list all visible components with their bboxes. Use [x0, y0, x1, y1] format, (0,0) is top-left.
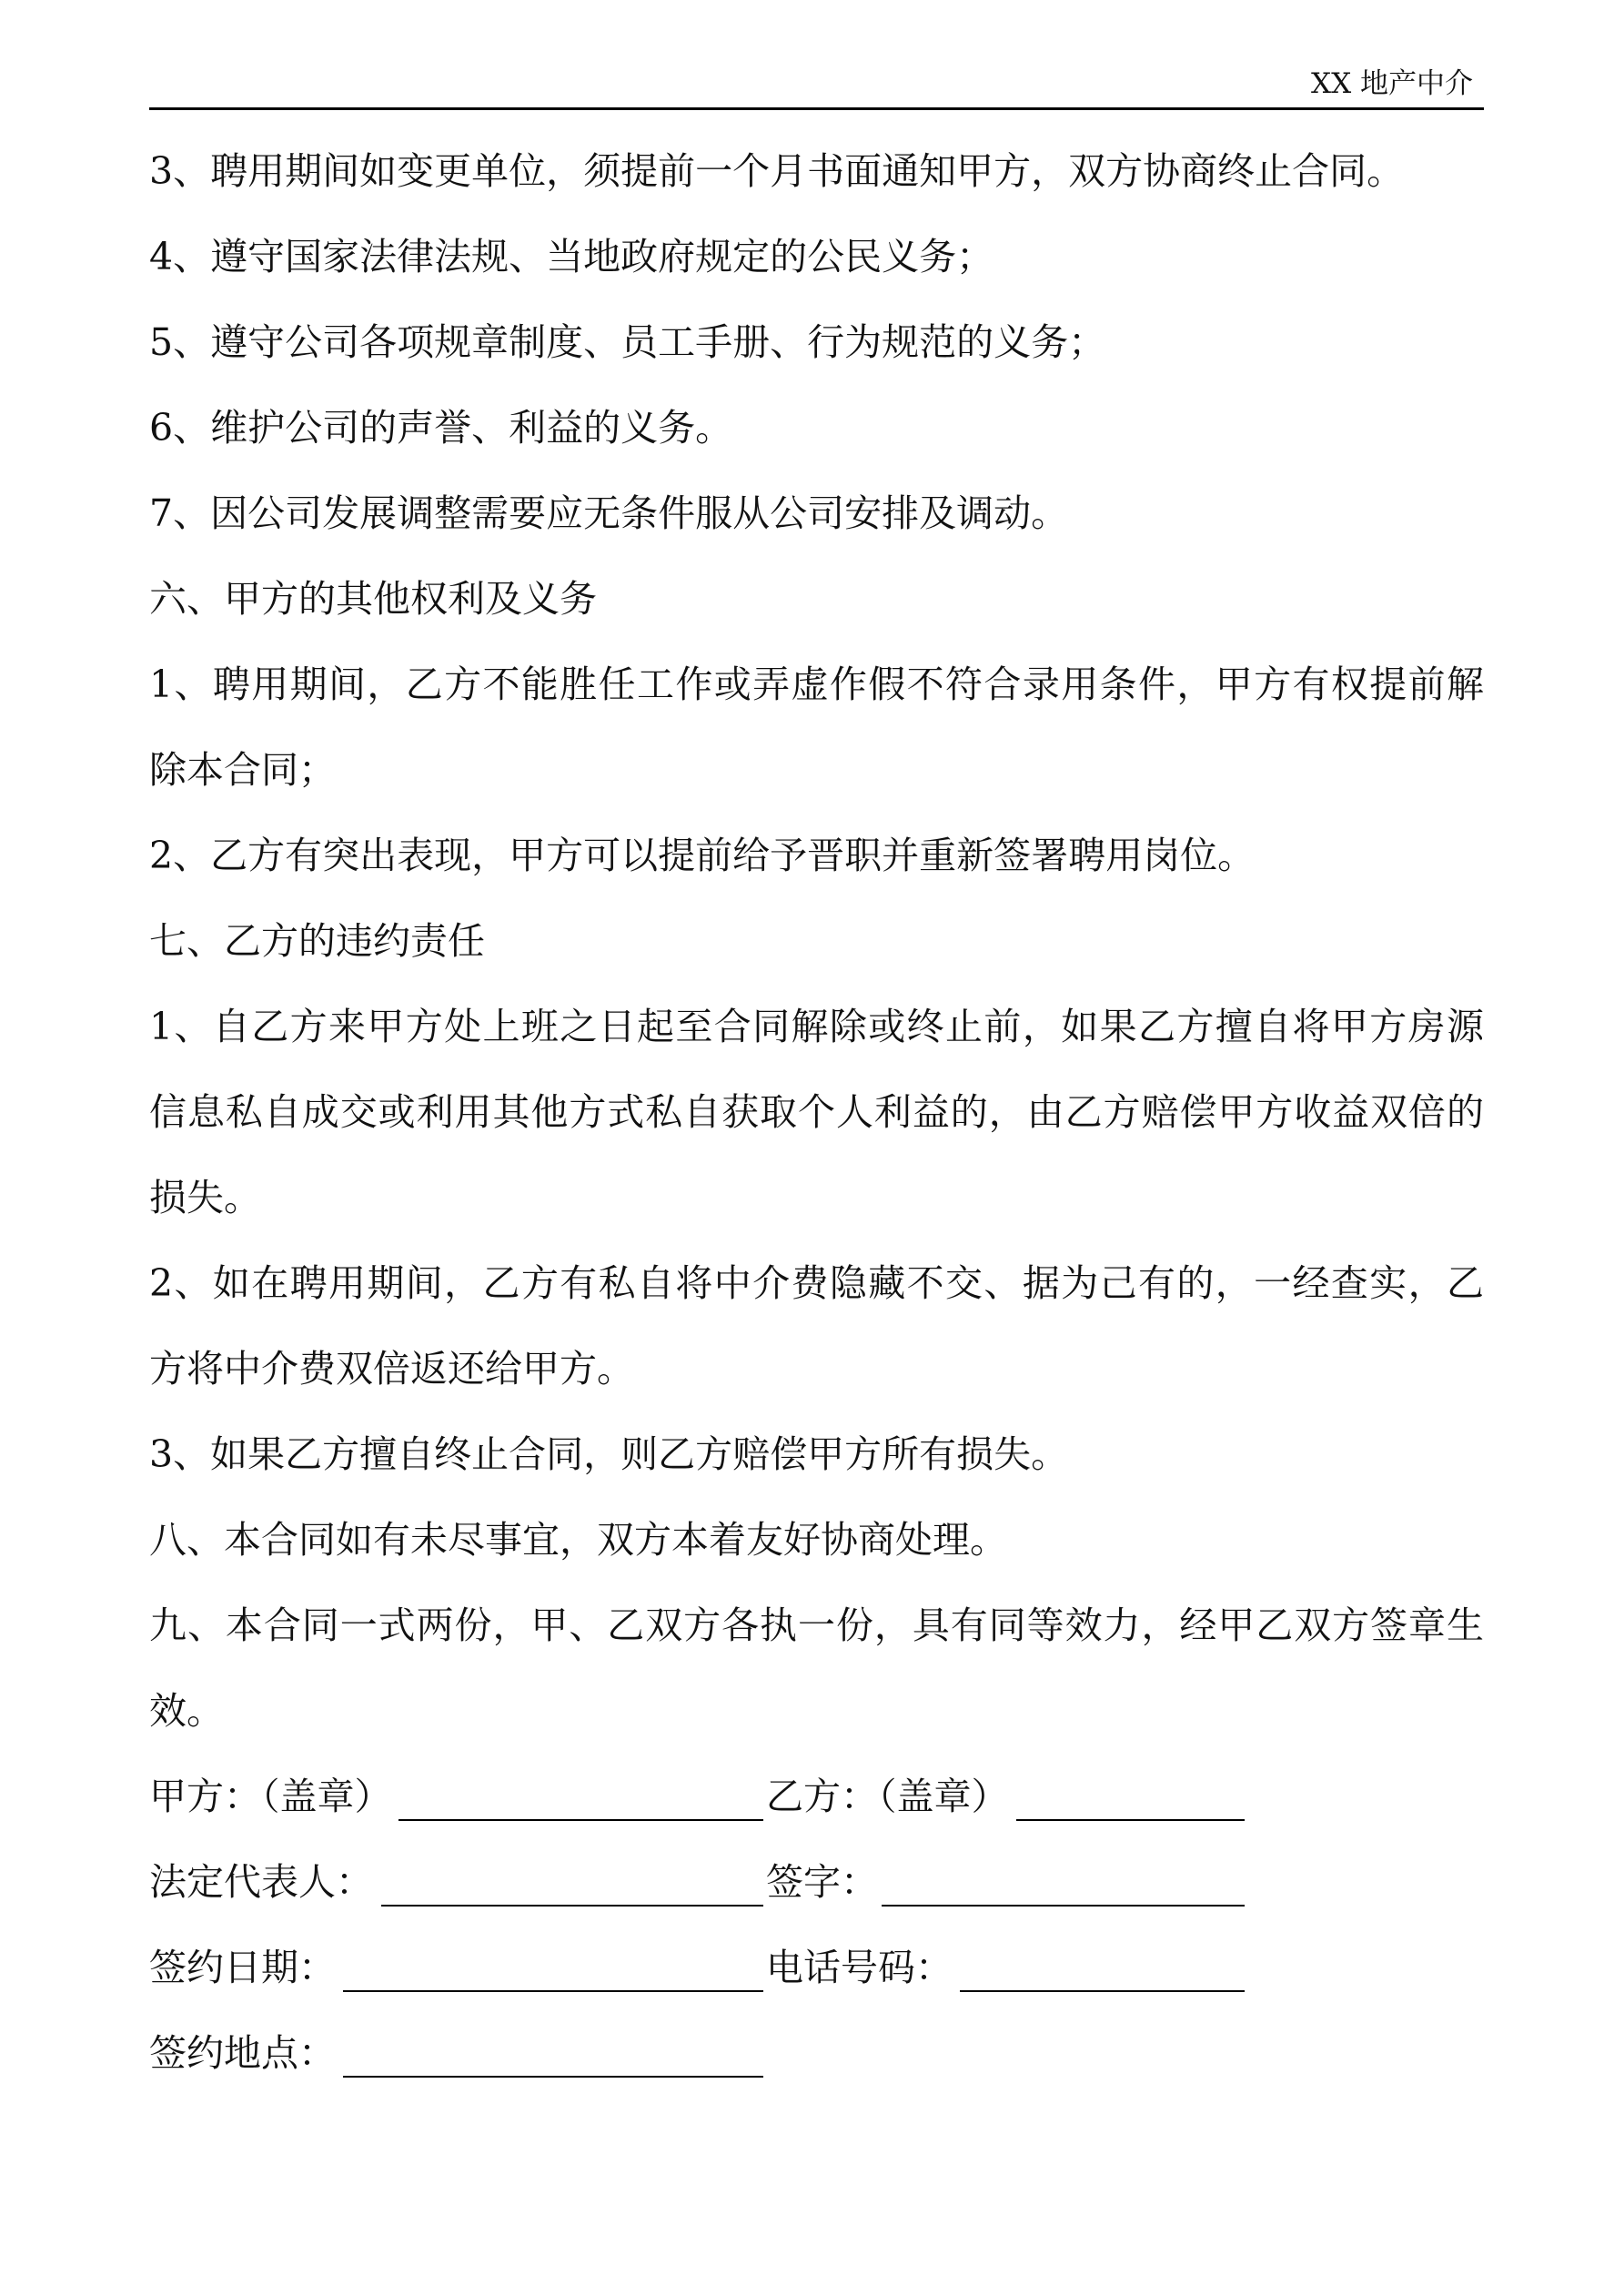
party-a-seal-blank: [398, 1819, 763, 1821]
sign-place-blank: [343, 2076, 763, 2078]
text-line: 1、聘用期间，乙方不能胜任工作或弄虚作假不符合录用条件，甲方有权提前解: [149, 663, 1484, 706]
signature-blank: [882, 1905, 1245, 1907]
sign-place-label: 签约地点：: [149, 2031, 336, 2075]
text-line: 3、如果乙方擅自终止合同，则乙方赔偿甲方所有损失。: [149, 1432, 1069, 1476]
header-title: XX 地产中介: [1311, 67, 1473, 100]
text-line: 信息私自成交或利用其他方式私自获取个人利益的，由乙方赔偿甲方收益双倍的: [149, 1090, 1484, 1134]
text-line: 5、遵守公司各项规章制度、员工手册、行为规范的义务；: [149, 320, 1106, 364]
party-b-seal-label: 乙方：（盖章）: [766, 1775, 1009, 1818]
text-line: 6、维护公司的声誉、利益的义务。: [149, 406, 733, 450]
phone-label: 电话号码：: [766, 1946, 953, 1989]
text-line: 7、因公司发展调整需要应无条件服从公司安排及调动。: [149, 491, 1069, 535]
text-line: 2、如在聘用期间，乙方有私自将中介费隐藏不交、据为己有的，一经查实，乙: [149, 1261, 1484, 1305]
text-line: 九、本合同一式两份，甲、乙双方各执一份，具有同等效力，经甲乙双方签章生: [149, 1603, 1484, 1647]
text-line: 效。: [149, 1689, 224, 1733]
text-line: 六、甲方的其他权利及义务: [149, 577, 597, 621]
phone-blank: [960, 1990, 1245, 1992]
text-line: 除本合同；: [149, 748, 336, 792]
party-b-seal-blank: [1016, 1819, 1245, 1821]
sign-date-blank: [343, 1990, 763, 1992]
text-line: 八、本合同如有未尽事宜，双方本着友好协商处理。: [149, 1518, 1007, 1562]
legal-rep-blank: [381, 1905, 763, 1907]
text-line: 1、自乙方来甲方处上班之日起至合同解除或终止前，如果乙方擅自将甲方房源: [149, 1005, 1484, 1048]
party-a-seal-label: 甲方：（盖章）: [149, 1775, 392, 1818]
text-line: 方将中介费双倍返还给甲方。: [149, 1347, 634, 1391]
signature-label: 签字：: [766, 1860, 878, 1904]
text-line: 4、遵守国家法律法规、当地政府规定的公民义务；: [149, 235, 994, 278]
sign-date-label: 签约日期：: [149, 1946, 336, 1989]
header-divider: [149, 107, 1484, 110]
text-line: 七、乙方的违约责任: [149, 919, 485, 963]
legal-rep-label: 法定代表人：: [149, 1860, 373, 1904]
text-line: 3、聘用期间如变更单位，须提前一个月书面通知甲方，双方协商终止合同。: [149, 149, 1405, 193]
text-line: 损失。: [149, 1176, 261, 1219]
text-line: 2、乙方有突出表现，甲方可以提前给予晋职并重新签署聘用岗位。: [149, 834, 1256, 877]
